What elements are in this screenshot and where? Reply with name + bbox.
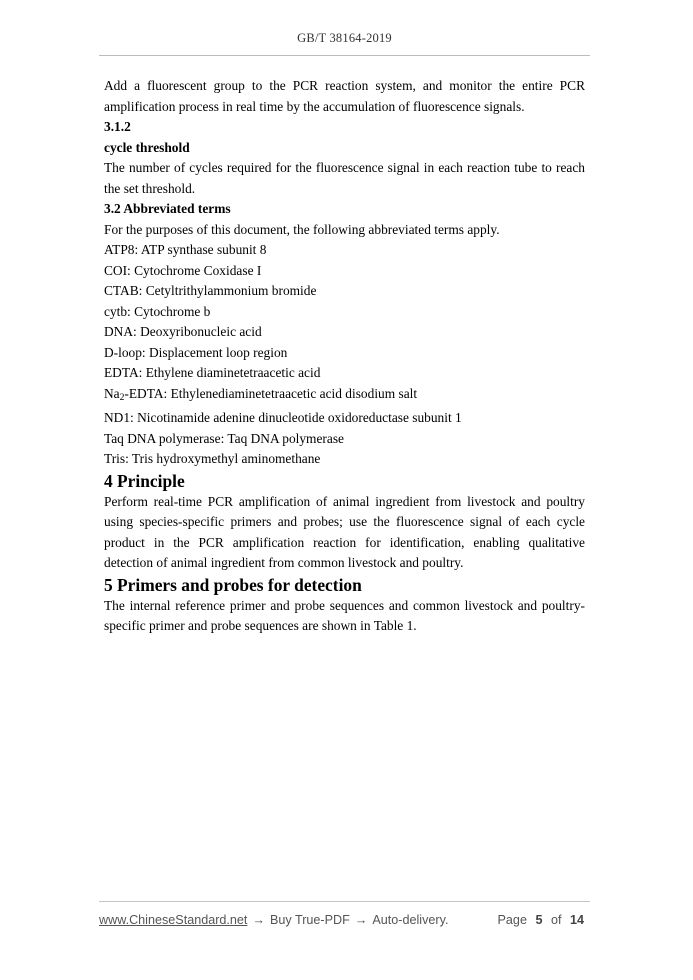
term-name: cycle threshold [104,139,190,155]
abbreviation-item [99,343,590,364]
abbreviated-terms-heading: 3.2 Abbreviated terms [104,201,231,216]
abbr-text: Na [104,385,120,401]
term-definition: The number of cycles required for the fluorescence signal in each reaction tube to reach the set threshold. [104,160,585,196]
abbreviation-item [99,281,590,302]
abbreviation-item [99,261,590,282]
abbr-text-suffix: -EDTA: Ethylenediaminetetraacetic acid disodium salt [124,385,418,401]
abbreviation-item [99,408,590,429]
page-label: Page [497,913,527,927]
clause-number: 3.1.2 [104,119,131,134]
abbreviated-terms-intro: For the purposes of this document, the following abbreviated terms apply. [104,221,500,237]
footer-divider [99,901,590,902]
abbreviation-item [99,322,590,343]
current-page-number: 5 [535,913,543,927]
abbreviation-item [99,363,590,384]
abbr-text: DNA: Deoxyribonucleic acid [104,324,262,339]
abbr-text: Tris: Tris hydroxymethyl aminomethane [104,451,321,467]
auto-delivery-text: Auto-delivery. [372,913,449,927]
abbreviation-item [99,449,590,470]
abbr-text: CTAB: Cetyltrithylammonium bromide [104,283,317,298]
section-heading-primers-probes: 5 Primers and probes for detection [104,574,362,595]
arrow-right-icon: → [252,913,266,927]
footer-row [99,913,590,927]
site-url-link[interactable]: www.ChineseStandard.net [99,913,248,927]
page-footer [99,901,590,927]
abbr-text: cytb: Cytochrome b [104,303,211,319]
abbr-text: COI: Cytochrome Coxidase I [104,262,262,278]
page-header [99,0,590,46]
abbreviation-item-na2-edta [99,384,590,409]
abbr-text: D-loop: Displacement loop region [104,344,288,360]
section-heading-principle: 4 Principle [104,470,185,491]
page-content [99,0,590,980]
buy-true-pdf-text: Buy True-PDF [270,913,350,927]
abbr-text: Taq DNA polymerase: Taq DNA polymerase [104,430,344,446]
abbreviation-item [99,429,590,450]
abbr-text: ATP8: ATP synthase subunit 8 [104,242,267,257]
page-indicator [497,913,590,927]
total-page-count: 14 [569,913,584,927]
arrow-right-icon: → [354,913,368,927]
abbreviation-item [99,240,590,261]
subscript-two: 2 [119,391,125,403]
section-primers-paragraph: The internal reference primer and probe sequences and common livestock and poultry-specific primer and probe sequences are shown in Table 1. [104,597,585,634]
footer-promo [99,913,448,927]
of-label: of [550,913,562,927]
intro-paragraph: Add a fluorescent group to the PCR reaction system, and monitor the entire PCR amplification process in real time by the accumulation of fluorescence signals. [104,78,585,114]
abbr-text: EDTA: Ethylene diaminetetraacetic acid [104,365,321,380]
standard-code: GB/T 38164-2019 [297,31,392,45]
abbreviation-item [99,302,590,323]
section-principle-paragraph: Perform real-time PCR amplification of animal ingredient from livestock and poultry using species-specific primers and probes; use the fluorescence signal of each cycle product in the PCR amplification reaction for identification, enabling qualitative detection of animal ingredient from common livestock and poultry. [104,493,585,571]
document-body [99,56,590,637]
abbr-text: ND1: Nicotinamide adenine dinucleotide oxidoreductase subunit 1 [104,410,462,426]
